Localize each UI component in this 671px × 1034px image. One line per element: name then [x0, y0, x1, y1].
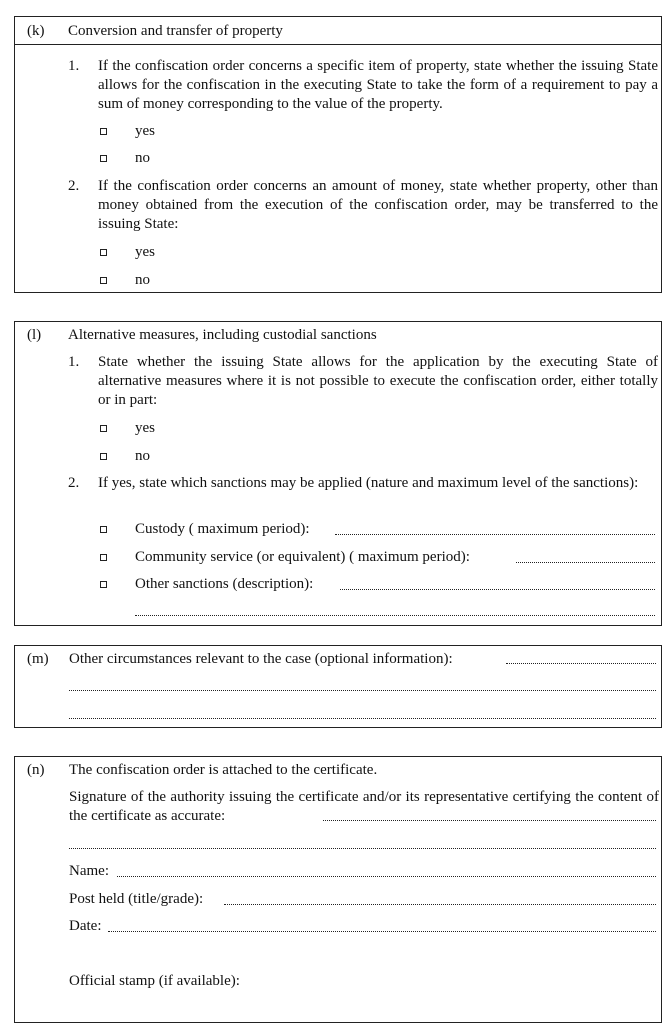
l-community-service-checkbox[interactable]: [100, 554, 107, 561]
l-other-sanctions-field-2[interactable]: [135, 615, 655, 616]
section-m-text: Other circumstances relevant to the case (optional information):: [69, 651, 453, 667]
m-field-line-1[interactable]: [506, 663, 656, 664]
l-custody-field[interactable]: [335, 534, 655, 535]
n-date-field[interactable]: [108, 931, 656, 932]
l-custody-checkbox[interactable]: [100, 526, 107, 533]
l-q1-text: State whether the issuing State allows for the application by the executing State of alternative measures where it is not possible to execute the confiscation order, either totally or in part:: [98, 354, 658, 408]
n-stamp-label: Official stamp (if available):: [69, 973, 240, 989]
section-m-letter: (m): [27, 651, 49, 667]
l-q1-yes-checkbox[interactable]: [100, 425, 107, 432]
l-other-sanctions-field[interactable]: [340, 589, 655, 590]
l-community-service-field[interactable]: [516, 562, 655, 563]
k-q2-yes-label: yes: [135, 244, 155, 260]
section-l-letter: (l): [27, 327, 42, 343]
n-post-field[interactable]: [224, 904, 656, 905]
n-name-label: Name:: [69, 863, 109, 879]
k-q1-no-checkbox[interactable]: [100, 155, 107, 162]
k-q1-yes-checkbox[interactable]: [100, 128, 107, 135]
k-q2-no-checkbox[interactable]: [100, 277, 107, 284]
l-q2-number: 2.: [68, 475, 80, 491]
l-community-service-label: Community service (or equivalent) ( maximum period):: [135, 549, 470, 565]
n-signature-field-2[interactable]: [69, 848, 656, 849]
l-other-sanctions-label: Other sanctions (description):: [135, 576, 314, 592]
l-q1-yes-label: yes: [135, 420, 155, 436]
l-q1-number: 1.: [68, 354, 80, 370]
n-post-label: Post held (title/grade):: [69, 891, 204, 907]
section-k-letter: (k): [27, 23, 45, 39]
k-q1-text: If the confiscation order concerns a specific item of property, state whether the issuing State allows for the confiscation in the executing State to take the form of a requirement to pay a sum of money corresponding to the value of the property.: [98, 58, 658, 112]
n-signature-text: Signature of the authority issuing the certificate and/or its representative certifying the content of the certificate as accurate:: [69, 789, 659, 824]
n-date-label: Date:: [69, 918, 102, 934]
m-field-line-3[interactable]: [69, 718, 656, 719]
k-q2-number: 2.: [68, 178, 80, 194]
m-field-line-2[interactable]: [69, 690, 656, 691]
k-q2-text: If the confiscation order concerns an amount of money, state whether property, other than money obtained from the execution of the confiscation order, may be transferred to the issuing State:: [98, 178, 658, 232]
k-q2-yes-checkbox[interactable]: [100, 249, 107, 256]
n-attached-text: The confiscation order is attached to the certificate.: [69, 762, 378, 778]
k-q1-yes-label: yes: [135, 123, 155, 139]
k-q2-no-label: no: [135, 272, 150, 288]
k-q1-no-label: no: [135, 150, 150, 166]
n-signature-field[interactable]: [323, 820, 656, 821]
k-q1-number: 1.: [68, 58, 80, 74]
section-n-letter: (n): [27, 762, 45, 778]
section-l-title: Alternative measures, including custodial sanctions: [68, 327, 377, 343]
l-q1-no-checkbox[interactable]: [100, 453, 107, 460]
l-q2-text: If yes, state which sanctions may be applied (nature and maximum level of the sanctions):: [98, 475, 639, 491]
l-other-sanctions-checkbox[interactable]: [100, 581, 107, 588]
n-name-field[interactable]: [117, 876, 656, 877]
l-q1-no-label: no: [135, 448, 150, 464]
l-custody-label: Custody ( maximum period):: [135, 521, 310, 537]
section-k-title: Conversion and transfer of property: [68, 23, 283, 39]
